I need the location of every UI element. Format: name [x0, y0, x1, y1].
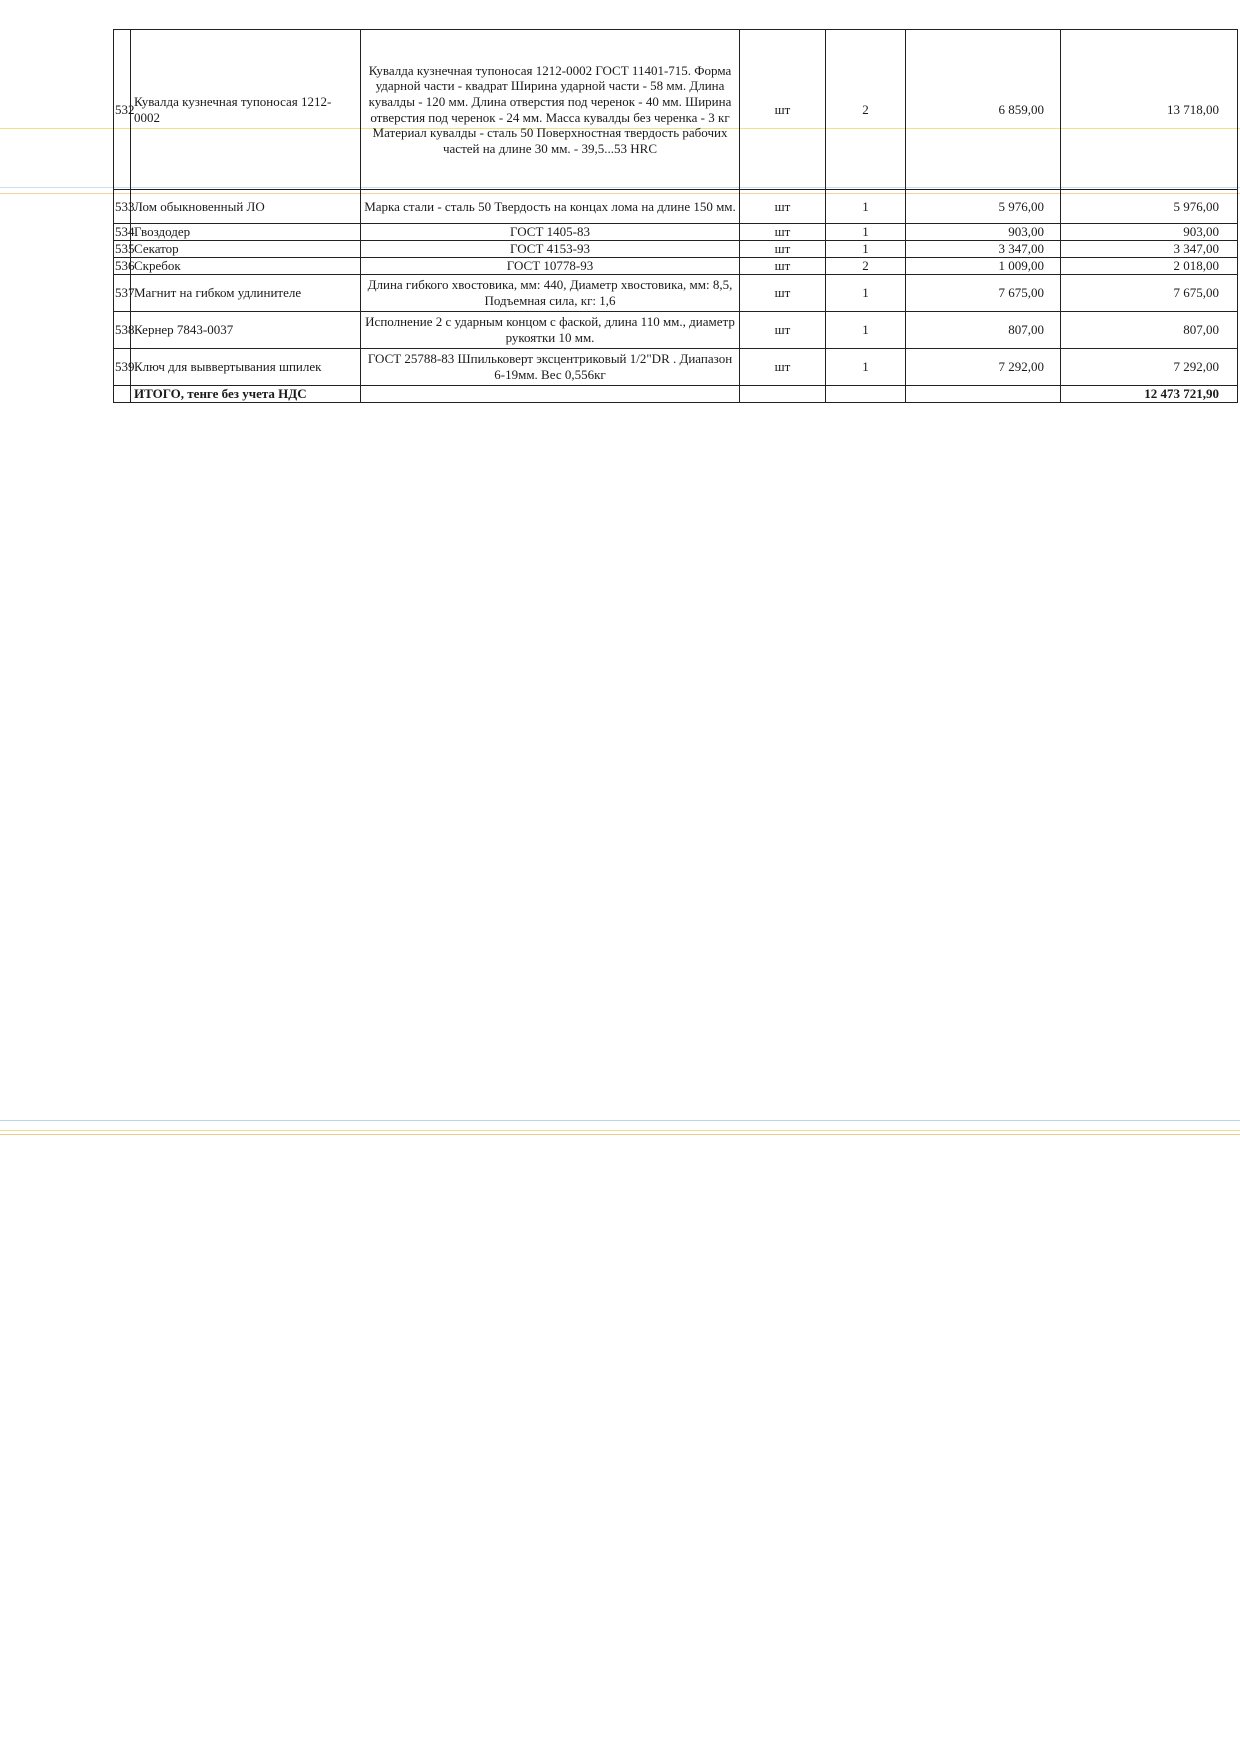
- item-sum: 2 018,00: [1061, 258, 1238, 275]
- table-row: [114, 258, 1238, 275]
- specification-table: [113, 29, 1238, 403]
- row-number: 532: [114, 30, 131, 190]
- item-name: Гвоздодер: [131, 224, 361, 241]
- item-price: 7 292,00: [906, 349, 1061, 386]
- item-price: 3 347,00: [906, 241, 1061, 258]
- item-quantity: 1: [826, 275, 906, 312]
- item-unit: шт: [740, 258, 826, 275]
- row-number: 536: [115, 258, 135, 274]
- item-sum: 13 718,00: [1061, 30, 1238, 190]
- row-number: 539: [114, 349, 131, 386]
- item-unit: шт: [740, 30, 826, 190]
- scan-line-blue-bottom: [0, 1120, 1240, 1121]
- item-description: Кувалда кузнечная тупоносая 1212-0002 ГОСТ 11401-715. Форма ударной части - квадрат Ширина ударной части - 58 мм. Длина кувалды - 120 мм. Длина отверстия под черенок - 40 мм. Ширина отверстия под черенок - 24 мм. Масса кувалды без черенка - 3 кг Материал кувалды - сталь 50 Поверхностная твердость рабочих частей на длине 30 мм. - 39,5...53 HRC: [361, 30, 740, 190]
- table-row: [114, 30, 1238, 190]
- item-quantity: 2: [826, 258, 906, 275]
- item-sum: 903,00: [1061, 224, 1238, 241]
- row-number: 535: [115, 241, 135, 257]
- item-price: 7 675,00: [906, 275, 1061, 312]
- item-name: Кувалда кузнечная тупоносая 1212-0002: [131, 30, 361, 190]
- item-unit: шт: [740, 349, 826, 386]
- row-number: 534: [115, 224, 135, 240]
- total-sum: 12 473 721,90: [1061, 386, 1238, 403]
- item-name: Скребок: [131, 258, 361, 275]
- total-empty-cell: [361, 386, 740, 403]
- item-price: 6 859,00: [906, 30, 1061, 190]
- item-name: Секатор: [131, 241, 361, 258]
- scan-line-orange-bottom: [0, 1134, 1240, 1135]
- table-row: [114, 349, 1238, 386]
- item-unit: шт: [740, 241, 826, 258]
- total-empty-cell: [826, 386, 906, 403]
- item-quantity: 2: [826, 30, 906, 190]
- item-quantity: 1: [826, 241, 906, 258]
- item-unit: шт: [740, 312, 826, 349]
- item-sum: 7 292,00: [1061, 349, 1238, 386]
- table-row: [114, 312, 1238, 349]
- item-sum: 3 347,00: [1061, 241, 1238, 258]
- total-row: [114, 386, 1238, 403]
- item-price: 903,00: [906, 224, 1061, 241]
- item-unit: шт: [740, 190, 826, 224]
- total-empty-cell: [114, 386, 131, 403]
- item-description: Марка стали - сталь 50 Твердость на концах лома на длине 150 мм.: [361, 190, 740, 224]
- table-row: [114, 190, 1238, 224]
- item-description: Исполнение 2 с ударным концом с фаской, длина 110 мм., диаметр рукоятки 10 мм.: [361, 312, 740, 349]
- item-description: ГОСТ 25788-83 Шпильковерт эксцентриковый 1/2"DR . Диапазон 6-19мм. Вес 0,556кг: [361, 349, 740, 386]
- item-description: Длина гибкого хвостовика, мм: 440, Диаметр хвостовика, мм: 8,5, Подъемная сила, кг: 1,6: [361, 275, 740, 312]
- row-number: 537: [114, 275, 131, 312]
- item-quantity: 1: [826, 224, 906, 241]
- item-description: ГОСТ 4153-93: [361, 241, 740, 258]
- row-number: 533: [114, 190, 131, 224]
- item-name: Кернер 7843-0037: [131, 312, 361, 349]
- item-name: Ключ для выввертывания шпилек: [131, 349, 361, 386]
- item-quantity: 1: [826, 349, 906, 386]
- item-sum: 5 976,00: [1061, 190, 1238, 224]
- total-label: ИТОГО, тенге без учета НДС: [131, 386, 361, 403]
- item-quantity: 1: [826, 190, 906, 224]
- item-description: ГОСТ 1405-83: [361, 224, 740, 241]
- item-sum: 7 675,00: [1061, 275, 1238, 312]
- item-name: Магнит на гибком удлинителе: [131, 275, 361, 312]
- row-number: 538: [114, 312, 131, 349]
- item-unit: шт: [740, 275, 826, 312]
- item-unit: шт: [740, 224, 826, 241]
- total-empty-cell: [906, 386, 1061, 403]
- table-row: [114, 241, 1238, 258]
- item-price: 1 009,00: [906, 258, 1061, 275]
- table-row: [114, 275, 1238, 312]
- item-price: 807,00: [906, 312, 1061, 349]
- item-description: ГОСТ 10778-93: [361, 258, 740, 275]
- item-sum: 807,00: [1061, 312, 1238, 349]
- item-quantity: 1: [826, 312, 906, 349]
- item-price: 5 976,00: [906, 190, 1061, 224]
- total-empty-cell: [740, 386, 826, 403]
- item-name: Лом обыкновенный ЛО: [131, 190, 361, 224]
- table-row: [114, 224, 1238, 241]
- scan-line-yellow-bottom: [0, 1130, 1240, 1131]
